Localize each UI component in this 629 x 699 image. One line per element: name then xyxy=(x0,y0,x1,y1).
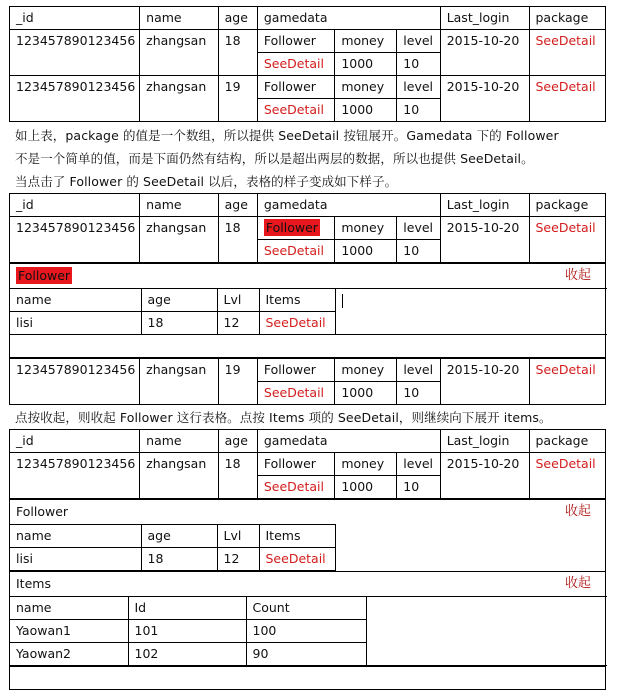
sub-header-money: money xyxy=(335,217,397,240)
header-name: name xyxy=(140,194,218,217)
follower-header-age: age xyxy=(141,289,217,312)
sub-header-level: level xyxy=(397,30,440,53)
items-see-detail-link[interactable]: SeeDetail xyxy=(259,312,335,335)
cell-level: 10 xyxy=(397,476,440,499)
follower-see-detail-link[interactable]: SeeDetail xyxy=(257,99,334,122)
items-cell-count: 90 xyxy=(246,643,366,666)
cell-money: 1000 xyxy=(335,382,397,405)
follower-header-lvl: Lvl xyxy=(217,525,259,548)
cell-level: 10 xyxy=(397,53,440,76)
follower-section-header xyxy=(9,499,606,524)
paragraph-1-line-1: 如上表，package 的值是一个数组，所以提供 SeeDetail 按钮展开。Gamedata 下的 Follower xyxy=(15,128,559,143)
header-package: package xyxy=(529,194,606,217)
header-last-login: Last_login xyxy=(440,7,529,30)
document-page xyxy=(9,0,606,690)
header-id: _id xyxy=(10,7,140,30)
collapse-button[interactable]: 收起 xyxy=(564,576,591,591)
cell-age: 18 xyxy=(218,453,257,499)
cell-name: zhangsan xyxy=(140,217,218,263)
follower-cell-age: 18 xyxy=(141,548,217,571)
paragraph-2: 点按收起，则收起 Follower 这行表格。点按 Items 项的 SeeDetail，则继续向下展开 items。 xyxy=(15,410,552,425)
follower-section-title: Follower xyxy=(18,268,71,283)
follower-cell-lvl: 12 xyxy=(217,548,259,571)
follower-empty-cell[interactable] xyxy=(335,289,607,335)
items-subtable xyxy=(10,596,607,666)
collapse-button[interactable]: 收起 xyxy=(564,504,591,519)
items-cell-name: Yaowan2 xyxy=(10,643,128,666)
package-see-detail-link[interactable]: SeeDetail xyxy=(529,217,606,263)
follower-subtable-wrap xyxy=(9,524,606,571)
cell-age: 19 xyxy=(218,359,257,405)
empty-spacer-row xyxy=(9,666,606,690)
table-row xyxy=(10,76,606,99)
header-name: name xyxy=(140,430,218,453)
sub-header-level: level xyxy=(397,453,440,476)
cell-last-login: 2015-10-20 xyxy=(440,359,529,405)
cell-money: 1000 xyxy=(335,476,397,499)
table-row xyxy=(10,453,606,476)
follower-header-items: Items xyxy=(259,525,335,548)
cell-last-login: 2015-10-20 xyxy=(440,30,529,76)
main-table-2 xyxy=(9,193,606,263)
header-id: _id xyxy=(10,430,140,453)
cell-id: 123457890123456 xyxy=(10,453,140,499)
paragraph-1-line-2: 不是一个简单的值，而是下面仍然有结构，所以是超出两层的数据，所以也提供 SeeDetail。 xyxy=(15,151,534,166)
table-row xyxy=(10,30,606,53)
collapse-button[interactable]: 收起 xyxy=(564,268,591,283)
header-package: package xyxy=(529,7,606,30)
cell-age: 19 xyxy=(218,76,257,122)
items-header-name: name xyxy=(10,597,128,620)
items-subtable-wrap xyxy=(9,596,606,666)
items-header-id: Id xyxy=(128,597,246,620)
items-header-count: Count xyxy=(246,597,366,620)
follower-subtable-wrap xyxy=(9,288,606,335)
package-see-detail-link[interactable]: SeeDetail xyxy=(529,76,606,122)
follower-subtable xyxy=(10,288,607,335)
header-id: _id xyxy=(10,194,140,217)
items-cell-id: 101 xyxy=(128,620,246,643)
items-see-detail-link[interactable]: SeeDetail xyxy=(259,548,335,571)
header-last-login: Last_login xyxy=(440,194,529,217)
package-see-detail-link[interactable]: SeeDetail xyxy=(529,453,606,499)
sub-header-money: money xyxy=(335,30,397,53)
sub-header-follower: Follower xyxy=(257,76,334,99)
follower-cell-lvl: 12 xyxy=(217,312,259,335)
cut-off-text-strip xyxy=(9,0,606,6)
cell-id: 123457890123456 xyxy=(10,359,140,405)
follower-section-title: Follower xyxy=(16,504,69,519)
sub-header-level: level xyxy=(397,76,440,99)
items-empty-cell xyxy=(366,597,607,666)
items-header-row xyxy=(10,597,607,620)
cell-level: 10 xyxy=(397,240,440,263)
text-cursor xyxy=(342,294,343,308)
follower-header-row xyxy=(10,289,607,312)
follower-see-detail-link[interactable]: SeeDetail xyxy=(257,382,334,405)
header-row xyxy=(10,194,606,217)
follower-header-items: Items xyxy=(259,289,335,312)
cell-level: 10 xyxy=(397,99,440,122)
empty-spacer-row xyxy=(9,335,606,358)
cell-name: zhangsan xyxy=(140,30,218,76)
follower-header-name: name xyxy=(10,525,141,548)
main-table-1 xyxy=(9,6,606,122)
sub-header-level: level xyxy=(397,359,440,382)
items-cell-count: 100 xyxy=(246,620,366,643)
sub-header-money: money xyxy=(335,359,397,382)
header-age: age xyxy=(218,430,257,453)
paragraph-1-line-3: 当点击了 Follower 的 SeeDetail 以后，表格的样子变成如下样子。 xyxy=(15,174,398,189)
header-row xyxy=(10,430,606,453)
follower-empty-cell xyxy=(335,525,607,571)
sub-header-money: money xyxy=(335,453,397,476)
items-section-title: Items xyxy=(16,576,51,591)
cell-last-login: 2015-10-20 xyxy=(440,453,529,499)
follower-highlight[interactable]: Follower xyxy=(265,220,318,235)
follower-header-lvl: Lvl xyxy=(217,289,259,312)
cell-id: 123457890123456 xyxy=(10,217,140,263)
cell-level: 10 xyxy=(397,382,440,405)
cell-money: 1000 xyxy=(335,240,397,263)
follower-cell-age: 18 xyxy=(141,312,217,335)
follower-header-row xyxy=(10,525,607,548)
follower-cell-name: lisi xyxy=(10,312,141,335)
items-cell-id: 102 xyxy=(128,643,246,666)
table-row xyxy=(10,359,606,382)
cell-id: 123457890123456 xyxy=(10,30,140,76)
items-section-header xyxy=(9,571,606,596)
table-row xyxy=(10,217,606,240)
header-age: age xyxy=(218,7,257,30)
cell-name: zhangsan xyxy=(140,453,218,499)
sub-header-follower-highlighted[interactable] xyxy=(257,217,334,240)
package-see-detail-link[interactable]: SeeDetail xyxy=(529,359,605,405)
follower-see-detail-link[interactable]: SeeDetail xyxy=(257,476,334,499)
cell-name: zhangsan xyxy=(140,359,219,405)
sub-header-level: level xyxy=(397,217,440,240)
cell-id: 123457890123456 xyxy=(10,76,140,122)
items-cell-name: Yaowan1 xyxy=(10,620,128,643)
follower-see-detail-link[interactable]: SeeDetail xyxy=(257,240,334,263)
cell-money: 1000 xyxy=(335,53,397,76)
cell-last-login: 2015-10-20 xyxy=(440,76,529,122)
cell-name: zhangsan xyxy=(140,76,218,122)
cell-money: 1000 xyxy=(335,99,397,122)
header-age: age xyxy=(218,194,257,217)
sub-header-follower: Follower xyxy=(257,359,334,382)
follower-header-age: age xyxy=(141,525,217,548)
cell-age: 18 xyxy=(218,30,257,76)
main-table-3 xyxy=(9,429,606,499)
header-package: package xyxy=(529,430,606,453)
follower-subtable xyxy=(10,524,607,571)
header-gamedata: gamedata xyxy=(257,7,440,30)
paragraph-1 xyxy=(9,122,606,193)
cell-last-login: 2015-10-20 xyxy=(440,217,529,263)
header-row xyxy=(10,7,606,30)
follower-section-header xyxy=(9,263,606,288)
main-table-2-second-row xyxy=(9,358,606,405)
sub-header-money: money xyxy=(335,76,397,99)
header-gamedata: gamedata xyxy=(257,430,440,453)
follower-cell-name: lisi xyxy=(10,548,141,571)
cell-age: 18 xyxy=(218,217,257,263)
follower-see-detail-link[interactable]: SeeDetail xyxy=(257,53,334,76)
follower-header-name: name xyxy=(10,289,141,312)
sub-header-follower: Follower xyxy=(257,453,334,476)
header-last-login: Last_login xyxy=(440,430,529,453)
sub-header-follower: Follower xyxy=(257,30,334,53)
header-name: name xyxy=(140,7,218,30)
header-gamedata: gamedata xyxy=(257,194,440,217)
package-see-detail-link[interactable]: SeeDetail xyxy=(529,30,606,76)
